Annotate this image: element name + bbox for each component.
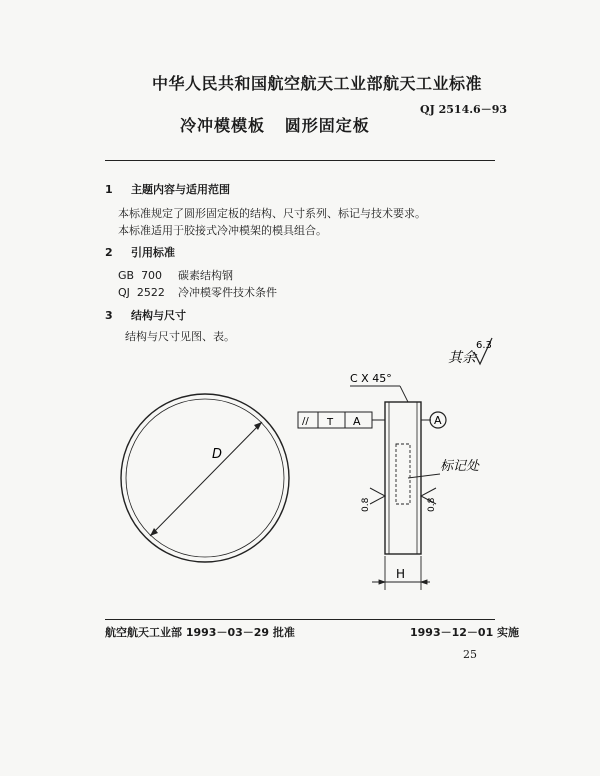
implementation-date: 1993－12－01 实施 xyxy=(410,626,520,639)
technical-drawing xyxy=(0,330,600,600)
diameter-line xyxy=(150,422,262,536)
marking-area xyxy=(396,444,410,504)
right-roughness-value: 0.8 xyxy=(427,497,437,512)
tolerance-frame xyxy=(298,412,385,428)
diameter-label: D xyxy=(212,447,223,462)
section-title: 主题内容与适用范围 xyxy=(131,183,230,196)
left-roughness-icon xyxy=(370,488,385,504)
side-view xyxy=(385,402,421,554)
standard-number: QJ 2514.6－93 xyxy=(420,103,508,116)
marking-leader xyxy=(408,474,440,478)
roughness-value: 6.3 xyxy=(476,340,492,351)
document-title: 冷冲模模板 圆形固定板 xyxy=(180,116,370,135)
parallel-symbol: // xyxy=(302,416,309,427)
datum-reference: A xyxy=(353,415,361,428)
reference-item xyxy=(118,267,233,283)
page-number: 25 xyxy=(463,648,477,661)
reference-name: 碳素结构钢 xyxy=(178,269,233,282)
section-1-paragraph-1: 本标准规定了圆形固定板的结构、尺寸系列、标记与技术要求。 xyxy=(118,207,426,220)
section-1-heading xyxy=(105,181,230,197)
section-3-paragraph-1: 结构与尺寸见图、表。 xyxy=(125,330,235,343)
datum-marker-label: A xyxy=(434,414,442,427)
footer-rule xyxy=(105,619,495,620)
reference-name: 冷冲模零件技术条件 xyxy=(178,286,277,299)
left-roughness-value: 0.8 xyxy=(361,497,371,512)
section-title: 引用标准 xyxy=(131,246,175,259)
outer-circle xyxy=(121,394,289,562)
section-2-heading xyxy=(105,244,175,260)
approval-date: 航空航天工业部 1993－03－29 批准 xyxy=(105,626,295,639)
front-view xyxy=(121,394,289,562)
reference-code: QJ 2522 xyxy=(118,286,165,299)
section-1-paragraph-2: 本标准适用于胶接式冷冲模架的模具组合。 xyxy=(118,224,327,237)
issuing-organization: 中华人民共和国航空航天工业部航天工业标准 xyxy=(152,74,483,93)
reference-item xyxy=(118,284,277,300)
chamfer-leader xyxy=(400,386,408,402)
height-label: H xyxy=(396,567,406,581)
section-number: 1 xyxy=(105,183,113,196)
section-3-heading xyxy=(105,307,186,323)
reference-code: GB 700 xyxy=(118,269,163,282)
header-rule xyxy=(105,160,495,161)
chamfer-label: C X 45° xyxy=(350,372,392,385)
tolerance-symbol: T xyxy=(327,417,334,428)
section-number: 2 xyxy=(105,246,113,259)
marking-label: 标记处 xyxy=(440,459,480,474)
roughness-note: 其余 xyxy=(448,350,476,366)
section-title: 结构与尺寸 xyxy=(131,309,186,322)
section-number: 3 xyxy=(105,309,113,322)
